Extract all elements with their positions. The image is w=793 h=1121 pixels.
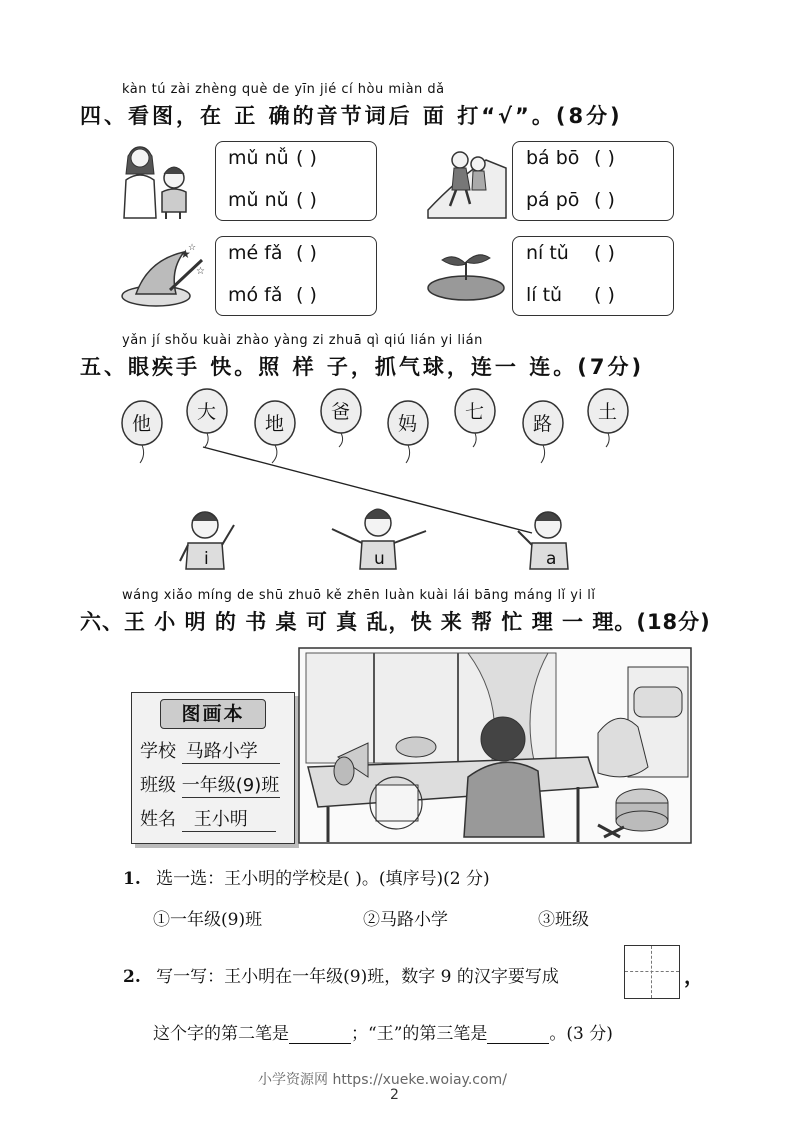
question-2-text: 写一写：王小明在一年级(9)班，数字 9 的汉字要写成 xyxy=(156,967,559,987)
answer-paren-1a[interactable]: ( ) xyxy=(296,147,317,169)
balloon-2[interactable] xyxy=(187,389,227,447)
answer-paren-2b[interactable]: ( ) xyxy=(594,189,615,211)
question-1-number: 1. xyxy=(123,869,141,889)
balloon-4[interactable] xyxy=(321,389,361,447)
q2-blank-2[interactable] xyxy=(487,1025,549,1044)
section4-heading: 四、看图，在 正 确的音节词后 面 打“√”。(8分) xyxy=(80,104,623,128)
balloon-char-3: 地 xyxy=(265,413,285,435)
q1-option-2[interactable]: ②马路小学 xyxy=(363,910,448,930)
option-3b: mó fǎ xyxy=(228,284,283,306)
kid-a[interactable] xyxy=(518,512,568,569)
balloon-char-4: 爸 xyxy=(331,401,351,423)
answer-paren-4a[interactable]: ( ) xyxy=(594,242,615,264)
notebook-class-row xyxy=(140,771,280,798)
balloon-char-2: 大 xyxy=(197,401,217,423)
messy-desk-illustration xyxy=(298,647,692,844)
answer-paren-3a[interactable]: ( ) xyxy=(296,242,317,264)
answer-paren-3b[interactable]: ( ) xyxy=(296,284,317,306)
class-value: 一年级(9)班 xyxy=(182,771,280,798)
sprout-soil-illustration xyxy=(426,246,508,302)
section6-pinyin: wáng xiǎo míng de shū zhuō kě zhēn luàn kuài lái bāng máng lǐ yi lǐ xyxy=(122,588,596,603)
section5-heading: 五、眼疾手 快。照 样 子，抓气球，连一 连。(7分) xyxy=(80,355,645,379)
balloons-kids-area xyxy=(110,385,630,585)
q2-blank-1[interactable] xyxy=(289,1025,351,1044)
balloon-8[interactable] xyxy=(588,389,628,447)
school-label: 学校 xyxy=(140,741,176,762)
q2-text-part-a: 这个字的第二笔是 xyxy=(153,1024,289,1044)
class-label: 班级 xyxy=(140,775,176,796)
option-3a: mé fǎ xyxy=(228,242,283,264)
option-1a: mǔ nǚ xyxy=(228,147,289,169)
balloon-char-6: 七 xyxy=(465,401,485,423)
kid-letter-a: a xyxy=(546,549,557,569)
notebook-cover xyxy=(131,692,295,844)
answer-paren-4b[interactable]: ( ) xyxy=(594,284,615,306)
option-4b: lí tǔ xyxy=(526,284,563,306)
svg-text:★: ★ xyxy=(180,247,191,261)
option-2a: bá bō xyxy=(526,147,580,169)
section6-heading: 六、王 小 明 的 书 桌 可 真 乱，快 来 帮 忙 理 一 理。(18分) xyxy=(80,610,711,634)
question-1 xyxy=(123,864,490,889)
q1-option-1[interactable]: ①一年级(9)班 xyxy=(153,910,263,930)
mother-daughter-illustration xyxy=(118,140,200,220)
kid-i[interactable] xyxy=(180,512,234,569)
balloon-char-5: 妈 xyxy=(398,413,418,435)
question-2 xyxy=(123,962,559,987)
kid-letter-u: u xyxy=(374,549,385,569)
balloon-7[interactable] xyxy=(523,401,563,463)
option-4a: ní tǔ xyxy=(526,242,569,264)
balloon-3[interactable] xyxy=(255,401,295,463)
question-1-text: 选一选：王小明的学校是( )。(填序号)(2 分) xyxy=(156,869,490,889)
balloon-6[interactable] xyxy=(455,389,495,447)
kid-u[interactable] xyxy=(332,509,426,569)
q1-option-3[interactable]: ③班级 xyxy=(538,910,589,930)
tianzige-writing-box[interactable] xyxy=(624,945,680,999)
wizard-hat-illustration xyxy=(118,240,210,312)
name-value: 王小明 xyxy=(182,805,276,832)
balloon-5[interactable] xyxy=(388,401,428,463)
footer-site: 小学资源网 https://xueke.woiay.com/ xyxy=(258,1072,507,1088)
balloon-char-8: 土 xyxy=(598,401,618,423)
mountain-climbing-illustration xyxy=(426,140,508,220)
option-2b: pá pō xyxy=(526,189,580,211)
balloon-1[interactable] xyxy=(122,401,162,463)
name-label: 姓名 xyxy=(140,809,176,830)
kid-letter-i: i xyxy=(204,549,209,569)
section5-pinyin: yǎn jí shǒu kuài zhào yàng zi zhuā qì qiú lián yi lián xyxy=(122,333,483,348)
question-2-comma: ， xyxy=(684,964,704,988)
notebook-school-row xyxy=(140,737,280,764)
balloon-char-7: 路 xyxy=(533,413,553,435)
question-2-number: 2. xyxy=(123,967,141,987)
answer-paren-2a[interactable]: ( ) xyxy=(594,147,615,169)
svg-text:☆: ☆ xyxy=(188,243,197,253)
q2-text-part-b: ；“王”的第三笔是 xyxy=(351,1024,488,1044)
svg-text:☆: ☆ xyxy=(196,266,205,277)
q2-text-part-c: 。(3 分) xyxy=(549,1024,613,1044)
school-value: 马路小学 xyxy=(182,737,280,764)
section4-pinyin: kàn tú zài zhèng què de yīn jié cí hòu miàn dǎ xyxy=(122,82,445,97)
question-2-line2 xyxy=(153,1019,613,1044)
notebook-title: 图画本 xyxy=(160,699,266,729)
page-number: 2 xyxy=(390,1087,399,1103)
notebook-name-row xyxy=(140,805,276,832)
option-1b: mǔ nǔ xyxy=(228,189,289,211)
answer-paren-1b[interactable]: ( ) xyxy=(296,189,317,211)
balloon-char-1: 他 xyxy=(132,413,152,435)
